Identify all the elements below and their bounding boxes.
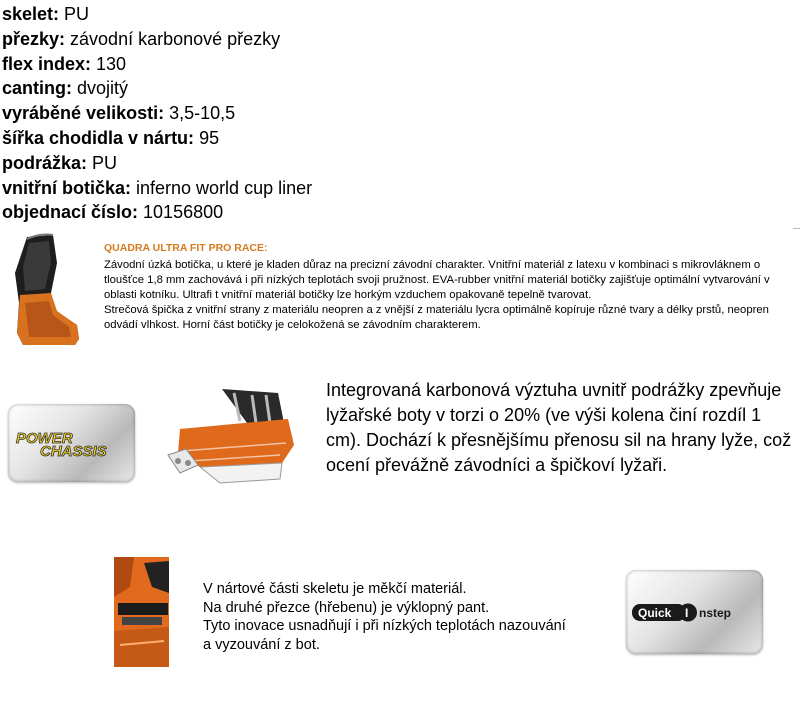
power-chassis-logo xyxy=(8,404,135,482)
liner-paragraph-2: Strečová špička z vnitřní strany z materiálu neopren a z vnější z materiálu lycra optimálně kopíruje různé tvary a délky prstů, neopren odvádí vlhkost. Horní část botičky je celokožená se závodním charakterem. xyxy=(104,304,769,331)
spec-row-order-number: objednací číslo: 10156800 xyxy=(2,202,224,223)
liner-paragraph-1: Závodní úzká botička, u které je kladen důraz na precizní závodní charakter. Vnitřní materiál z latexu v kombinaci s mikrovláknem o tloušťce 1,8 mm zachovává i při nízkých teplotách svoji pružnost. EVA-rubber vnitřní materiál botičky zajišťuje optimální vytvarování v oblasti kotníku. Ultrafi t vnitřní materiál botičky lze horkým vzduchem opakovaně tepelně tvarovat. xyxy=(104,259,770,301)
quick-logo-word: Quick xyxy=(638,606,672,620)
quick-instep-description xyxy=(203,580,613,655)
quick-instep-logo-graphic xyxy=(626,570,763,654)
spec-row-flex: flex index: 130 xyxy=(2,53,127,74)
spec-row-liner: vnitřní botička: inferno world cup liner xyxy=(2,177,313,198)
power-logo-word: POWER xyxy=(16,430,73,447)
chassis-boot-image xyxy=(160,383,300,493)
spec-row-width: šířka chodidla v nártu: 95 xyxy=(2,127,220,148)
quick-instep-logo xyxy=(626,570,763,654)
liner-title: QUADRA ULTRA FIT PRO RACE: xyxy=(104,242,268,254)
spec-row-shell: skelet: PU xyxy=(2,4,90,24)
liner-boot-image xyxy=(5,233,83,351)
instep-line-4: a vyzouvání z bot. xyxy=(203,637,320,654)
edge-divider xyxy=(793,228,800,229)
spec-row-sole: podrážka: PU xyxy=(2,152,118,173)
liner-description xyxy=(104,258,794,333)
chassis-logo-word: CHASSIS xyxy=(40,443,107,460)
spec-row-canting: canting: dvojitý xyxy=(2,78,129,99)
power-chassis-description: Integrovaná karbonová výztuha uvnitř podrážky zpevňuje lyžařské boty v torzi o 20% (ve výši kolena činí rozdíl 1 cm). Dochází k přesnějšímu přenosu sil na hrany lyže, což ocení převážně závodníci a špičkoví lyžaři. xyxy=(326,380,792,475)
spec-list xyxy=(2,2,312,225)
power-chassis-logo-graphic xyxy=(8,404,135,482)
instep-line-1: V nártové části skeletu je měkčí materiál. xyxy=(203,581,467,597)
spec-row-buckles: přezky: závodní karbonové přezky xyxy=(2,28,281,49)
instep-line-3: Tyto inovace usnadňují i při nízkých teplotách nazouvání xyxy=(203,618,566,635)
spec-row-sizes: vyráběné velikosti: 3,5-10,5 xyxy=(2,103,236,124)
instep-logo-word: nstep xyxy=(699,606,732,620)
instep-line-2: Na druhé přezce (hřebenu) je výklopný pant. xyxy=(203,599,490,616)
instep-logo-letter: I xyxy=(685,606,689,620)
instep-closeup-image xyxy=(114,557,169,667)
